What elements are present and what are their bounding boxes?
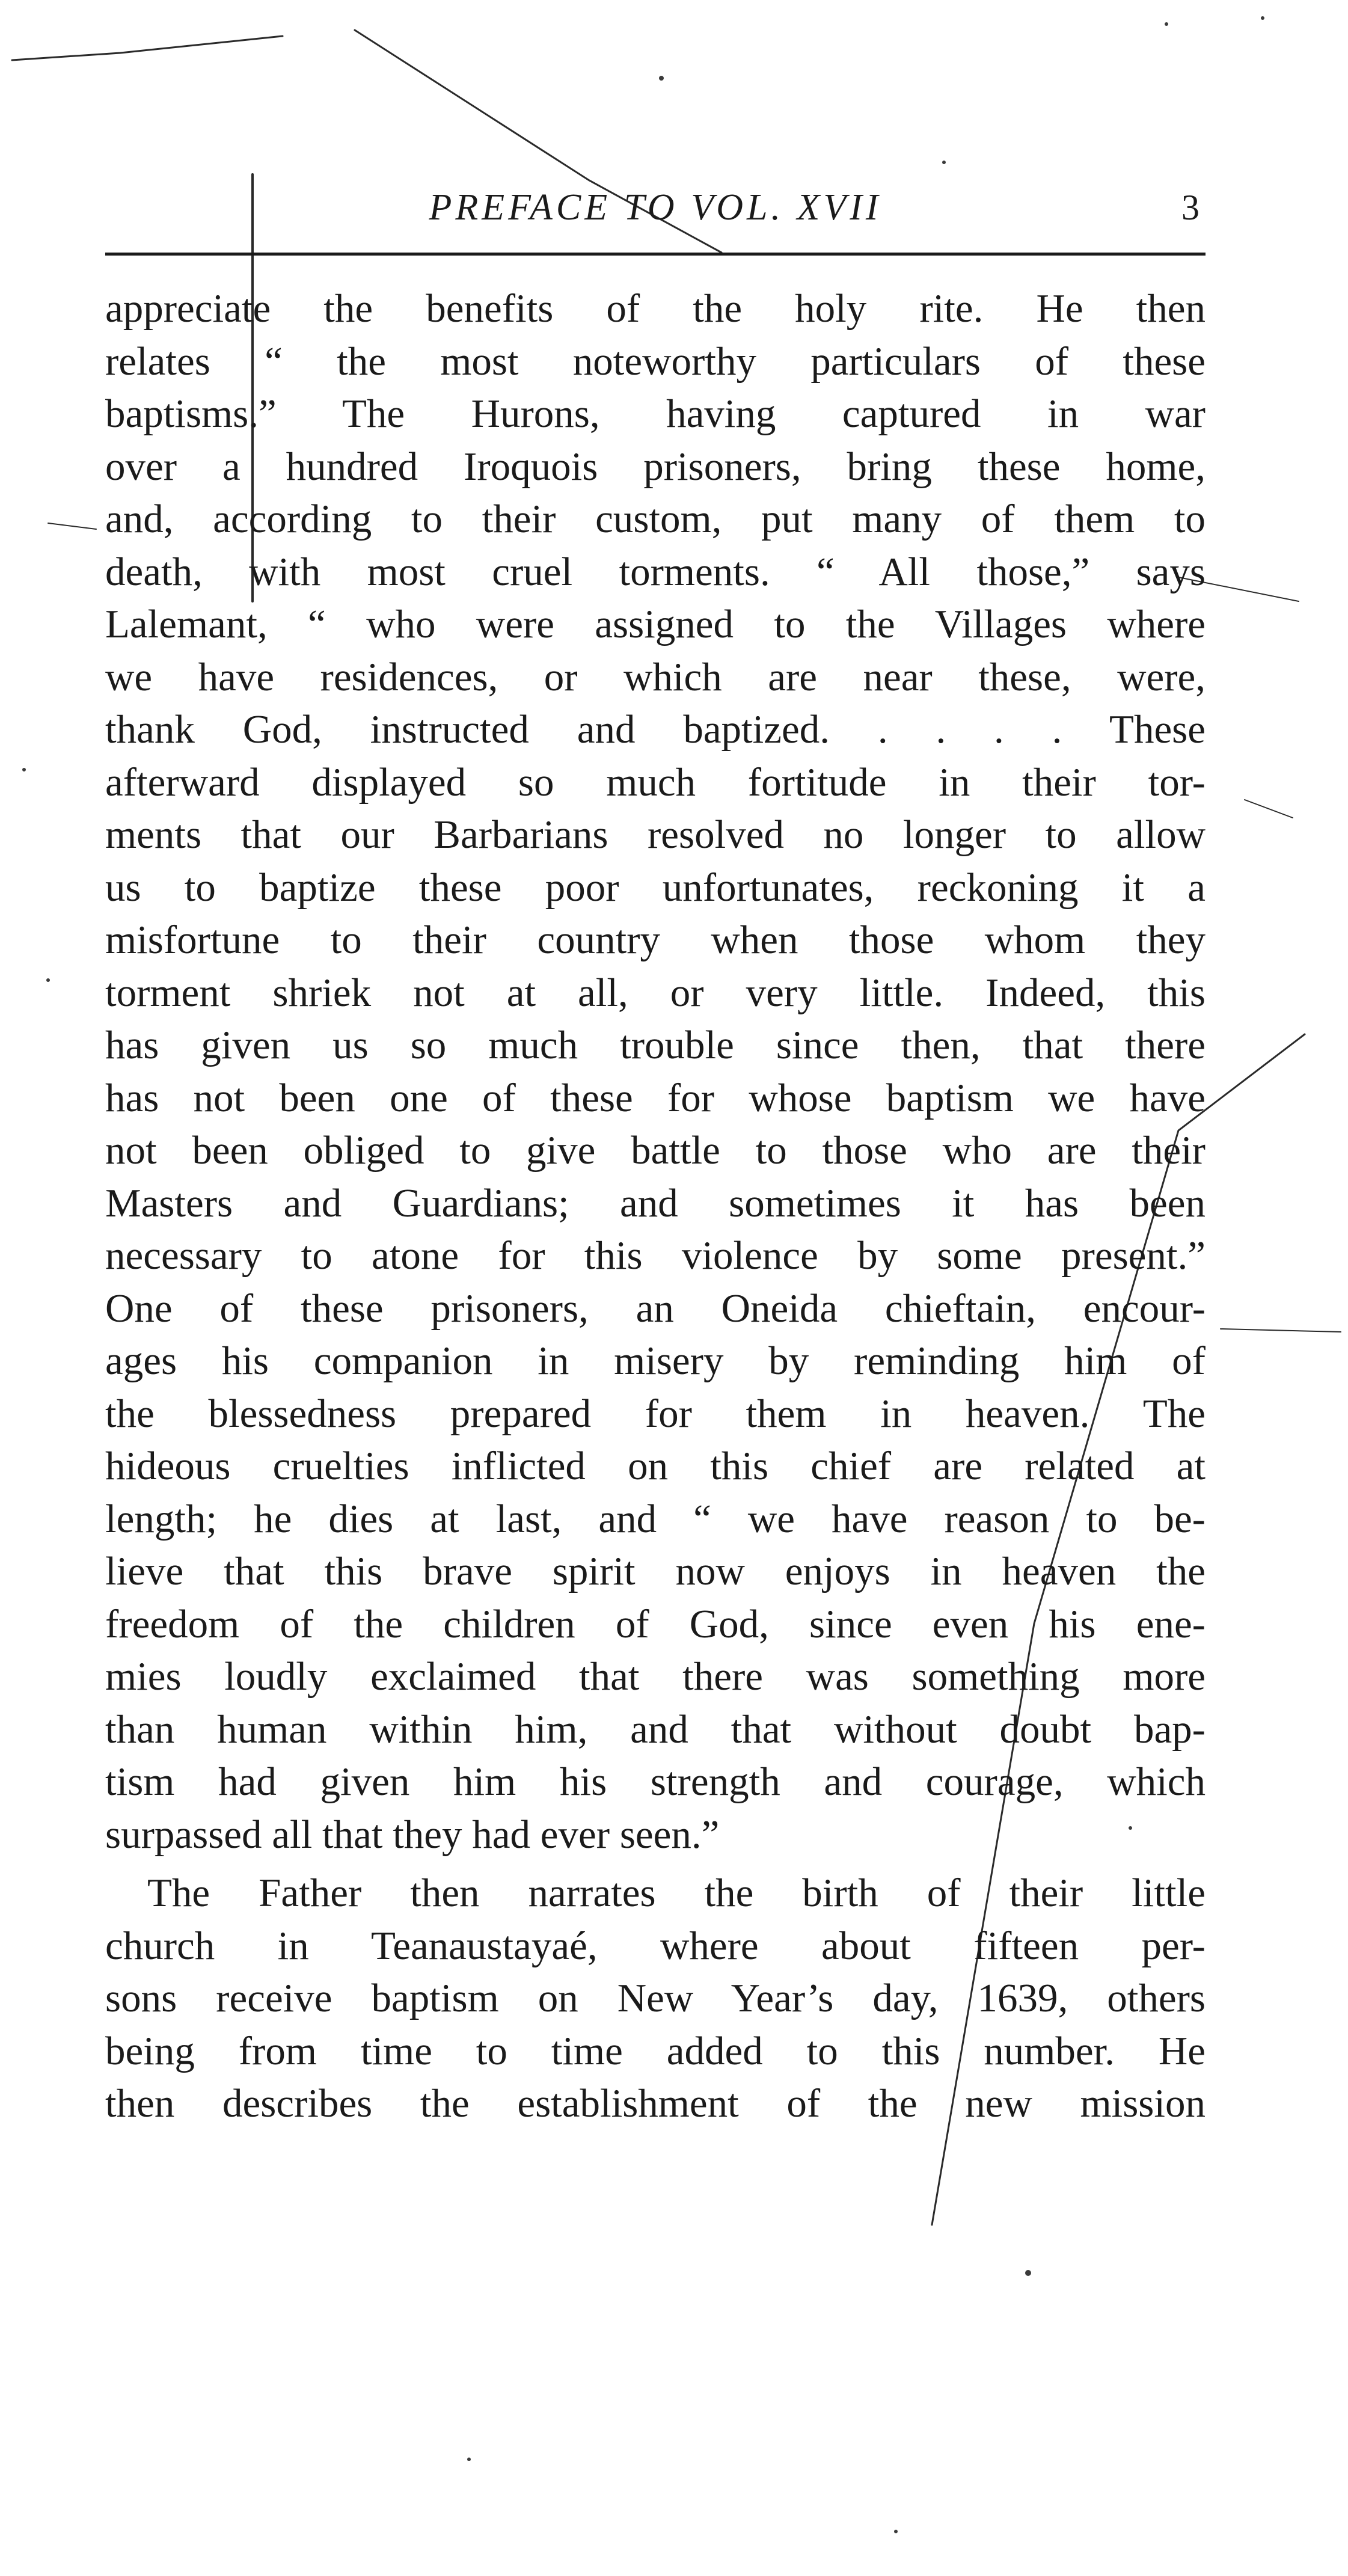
text-line: us to baptize these poor unfortunates, reckoning it a	[105, 865, 1206, 910]
text-line: afterward displayed so much fortitude in their tor-	[105, 759, 1206, 805]
text-line: ages his companion in misery by reminding him of	[105, 1339, 1206, 1383]
paragraph-gap	[105, 1861, 1206, 1867]
text-line: church in Teanaustayaé, where about fifteen per-	[105, 1923, 1206, 1968]
text-line: baptisms.” The Hurons, having captured in war	[105, 391, 1206, 436]
text-line: has not been one of these for whose baptism we have	[105, 1075, 1206, 1120]
text-line: ments that our Barbarians resolved no longer to allow	[105, 812, 1206, 857]
text-line: The Father then narrates the birth of their little	[147, 1871, 1206, 1915]
text-line: length; he dies at last, and “ we have reason to be-	[105, 1496, 1206, 1541]
paragraph	[105, 1867, 1206, 2130]
text-line: tism had given him his strength and courage, which	[105, 1759, 1206, 1804]
text-line: hideous cruelties inflicted on this chief are related at	[105, 1444, 1206, 1488]
text-line: misfortune to their country when those whom they	[105, 918, 1206, 962]
text-line: sons receive baptism on New Year’s day, 1639, others	[105, 1976, 1206, 2020]
speck	[22, 768, 26, 771]
speck	[1025, 2270, 1031, 2276]
speck	[659, 76, 664, 81]
header-rule	[105, 253, 1206, 256]
text-line: mies loudly exclaimed that there was something more	[105, 1654, 1206, 1699]
text-line: being from time to time added to this number. He	[105, 2028, 1206, 2073]
speck	[1165, 22, 1168, 26]
text-line: appreciate the benefits of the holy rite. He then	[105, 286, 1206, 331]
text-line: death, with most cruel torments. “ All those,” says	[105, 549, 1206, 594]
text-line: not been obliged to give battle to those who are their	[105, 1128, 1206, 1173]
text-line: Lalemant, “ who were assigned to the Villages where	[105, 602, 1206, 646]
pencil-stroke-left-mid	[48, 523, 96, 529]
text-line: freedom of the children of God, since even his ene-	[105, 1601, 1206, 1646]
text-line: and, according to their custom, put many of them to	[105, 497, 1206, 541]
text-line: relates “ the most noteworthy particulars of these	[105, 339, 1206, 384]
text-line: necessary to atone for this violence by some present.”	[105, 1233, 1206, 1278]
paragraph	[105, 283, 1206, 1861]
speck	[942, 161, 946, 164]
speck	[467, 2458, 471, 2461]
pencil-stroke-right-mid	[1245, 800, 1293, 818]
text-line: over a hundred Iroquois prisoners, bring these home,	[105, 444, 1206, 489]
text-line: the blessedness prepared for them in heaven. The	[105, 1391, 1206, 1436]
speck	[894, 2530, 898, 2533]
text-line: One of these prisoners, an Oneida chieftain, encour-	[105, 1286, 1206, 1331]
text-line: thank God, instructed and baptized. . . . . These	[105, 707, 1206, 752]
text-line: torment shriek not at all, or very little. Indeed, this	[105, 970, 1206, 1015]
pencil-stroke-top	[12, 36, 283, 60]
text-line: than human within him, and that without doubt bap-	[105, 1707, 1206, 1752]
text-line: surpassed all that they had ever seen.”	[105, 1812, 720, 1857]
text-line: lieve that this brave spirit now enjoys in heaven the	[105, 1549, 1206, 1593]
text-line: has given us so much trouble since then, that there	[105, 1023, 1206, 1067]
text-line: Masters and Guardians; and sometimes it has been	[105, 1180, 1206, 1225]
running-title: PREFACE TO VOL. XVII	[429, 187, 882, 228]
page-header	[105, 183, 1206, 250]
text-line: we have residences, or which are near these, were,	[105, 654, 1206, 699]
page-number: 3	[1181, 188, 1199, 227]
pencil-stroke-right-lower	[1221, 1329, 1341, 1332]
speck	[46, 978, 50, 982]
text-line: then describes the establishment of the new mission	[105, 2081, 1206, 2126]
body-text	[105, 283, 1206, 2130]
speck	[1261, 16, 1264, 20]
